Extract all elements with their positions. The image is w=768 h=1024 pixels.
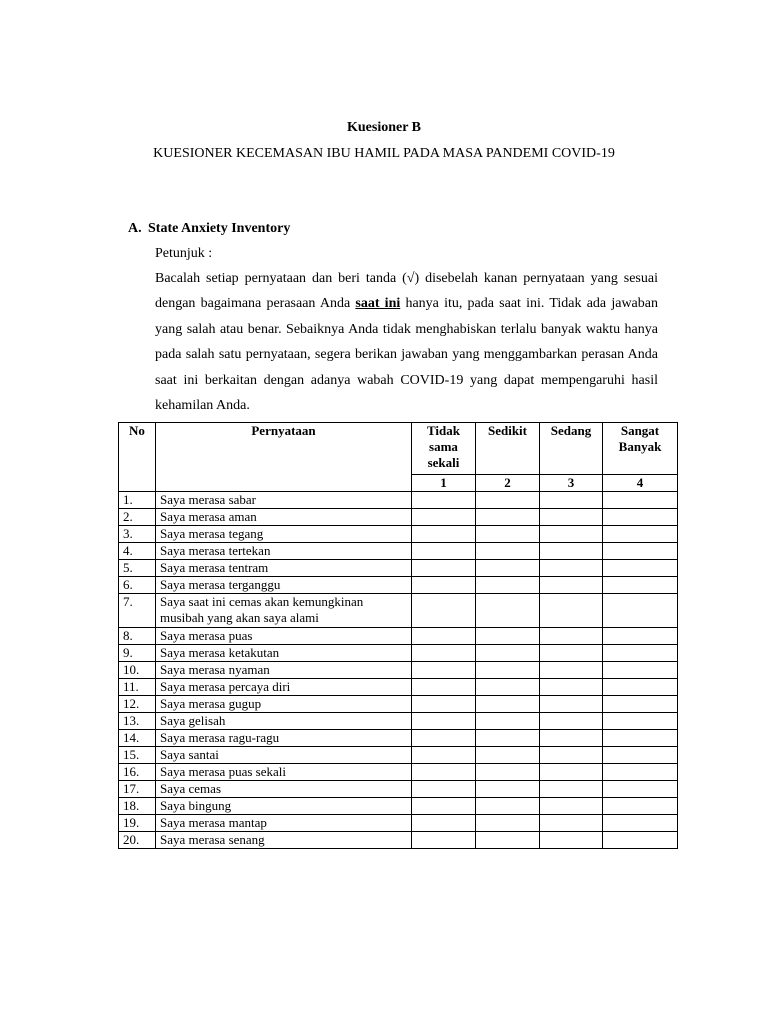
answer-cell-2[interactable] bbox=[476, 645, 540, 662]
section-title: State Anxiety Inventory bbox=[148, 221, 291, 236]
answer-cell-1[interactable] bbox=[412, 628, 476, 645]
answer-cell-2[interactable] bbox=[476, 781, 540, 798]
row-statement: Saya merasa sabar bbox=[156, 492, 412, 509]
answer-cell-4[interactable] bbox=[603, 492, 678, 509]
row-statement: Saya merasa nyaman bbox=[156, 662, 412, 679]
table-row bbox=[119, 798, 678, 815]
row-statement: Saya merasa aman bbox=[156, 509, 412, 526]
instructions-label: Petunjuk : bbox=[155, 246, 213, 261]
answer-cell-3[interactable] bbox=[540, 815, 603, 832]
answer-cell-3[interactable] bbox=[540, 509, 603, 526]
answer-cell-1[interactable] bbox=[412, 730, 476, 747]
table-row bbox=[119, 781, 678, 798]
answer-cell-3[interactable] bbox=[540, 747, 603, 764]
table-row bbox=[119, 560, 678, 577]
answer-cell-3[interactable] bbox=[540, 526, 603, 543]
answer-cell-2[interactable] bbox=[476, 696, 540, 713]
answer-cell-2[interactable] bbox=[476, 798, 540, 815]
row-statement: Saya saat ini cemas akan kemungkinan musibah yang akan saya alami bbox=[156, 594, 412, 628]
column-header-option-1: Tidak sama sekali bbox=[412, 423, 476, 475]
row-number: 19. bbox=[119, 815, 156, 832]
row-number: 3. bbox=[119, 526, 156, 543]
table-row bbox=[119, 696, 678, 713]
table-row bbox=[119, 662, 678, 679]
table-row bbox=[119, 543, 678, 560]
answer-cell-3[interactable] bbox=[540, 730, 603, 747]
row-statement: Saya merasa tertekan bbox=[156, 543, 412, 560]
column-header-option-2: Sedikit bbox=[476, 423, 540, 475]
score-header-1: 1 bbox=[412, 475, 476, 492]
answer-cell-3[interactable] bbox=[540, 577, 603, 594]
answer-cell-4[interactable] bbox=[603, 730, 678, 747]
row-statement: Saya cemas bbox=[156, 781, 412, 798]
row-statement: Saya merasa tentram bbox=[156, 560, 412, 577]
answer-cell-4[interactable] bbox=[603, 815, 678, 832]
answer-cell-4[interactable] bbox=[603, 713, 678, 730]
table-row bbox=[119, 815, 678, 832]
row-statement: Saya merasa tegang bbox=[156, 526, 412, 543]
answer-cell-2[interactable] bbox=[476, 560, 540, 577]
answer-cell-3[interactable] bbox=[540, 696, 603, 713]
answer-cell-2[interactable] bbox=[476, 526, 540, 543]
table-row bbox=[119, 509, 678, 526]
table-row bbox=[119, 730, 678, 747]
answer-cell-3[interactable] bbox=[540, 594, 603, 628]
answer-cell-1[interactable] bbox=[412, 492, 476, 509]
answer-cell-1[interactable] bbox=[412, 764, 476, 781]
row-number: 5. bbox=[119, 560, 156, 577]
row-statement: Saya santai bbox=[156, 747, 412, 764]
section-letter: A. bbox=[128, 221, 142, 236]
table-row bbox=[119, 764, 678, 781]
score-header-4: 4 bbox=[603, 475, 678, 492]
instructions-emphasis: saat ini bbox=[355, 296, 401, 312]
row-number: 1. bbox=[119, 492, 156, 509]
answer-cell-4[interactable] bbox=[603, 781, 678, 798]
answer-cell-4[interactable] bbox=[603, 509, 678, 526]
answer-cell-3[interactable] bbox=[540, 798, 603, 815]
column-header-option-4: Sangat Banyak bbox=[603, 423, 678, 475]
answer-cell-1[interactable] bbox=[412, 679, 476, 696]
instructions-text-end: hanya itu, pada saat ini. Tidak ada jawaban yang salah atau benar. Sebaiknya Anda tidak menghabiskan terlalu banyak waktu hanya pada salah satu pernyataan, segera berikan jawaban yang menggambarkan perasan Anda saat ini berkaitan dengan adanya wabah COVID-19 yang dapat mempengaruhi hasil kehamilan Anda. bbox=[155, 296, 658, 414]
document-title: Kuesioner B bbox=[346, 120, 422, 135]
answer-cell-4[interactable] bbox=[603, 764, 678, 781]
answer-cell-1[interactable] bbox=[412, 747, 476, 764]
answer-cell-3[interactable] bbox=[540, 628, 603, 645]
answer-cell-1[interactable] bbox=[412, 526, 476, 543]
answer-cell-4[interactable] bbox=[603, 628, 678, 645]
row-statement: Saya merasa mantap bbox=[156, 815, 412, 832]
answer-cell-1[interactable] bbox=[412, 815, 476, 832]
table-row bbox=[119, 747, 678, 764]
answer-cell-2[interactable] bbox=[476, 832, 540, 849]
answer-cell-3[interactable] bbox=[540, 645, 603, 662]
row-statement: Saya merasa puas sekali bbox=[156, 764, 412, 781]
row-statement: Saya gelisah bbox=[156, 713, 412, 730]
answer-cell-2[interactable] bbox=[476, 594, 540, 628]
row-number: 12. bbox=[119, 696, 156, 713]
document-subtitle: KUESIONER KECEMASAN IBU HAMIL PADA MASA PANDEMI COVID-19 bbox=[153, 146, 615, 161]
row-number: 13. bbox=[119, 713, 156, 730]
instructions-text-start: Bacalah setiap pernyataan dan beri tanda (√) disebelah kanan pernyataan yang sesuai dengan bagaimana perasaan Anda bbox=[155, 271, 658, 312]
answer-cell-2[interactable] bbox=[476, 747, 540, 764]
answer-cell-1[interactable] bbox=[412, 662, 476, 679]
answer-cell-4[interactable] bbox=[603, 560, 678, 577]
answer-cell-2[interactable] bbox=[476, 713, 540, 730]
row-statement: Saya merasa gugup bbox=[156, 696, 412, 713]
answer-cell-4[interactable] bbox=[603, 679, 678, 696]
row-number: 15. bbox=[119, 747, 156, 764]
answer-cell-3[interactable] bbox=[540, 832, 603, 849]
table-row bbox=[119, 577, 678, 594]
answer-cell-1[interactable] bbox=[412, 594, 476, 628]
answer-cell-4[interactable] bbox=[603, 696, 678, 713]
row-number: 9. bbox=[119, 645, 156, 662]
row-statement: Saya merasa percaya diri bbox=[156, 679, 412, 696]
answer-cell-2[interactable] bbox=[476, 577, 540, 594]
row-statement: Saya merasa terganggu bbox=[156, 577, 412, 594]
column-header-no: No bbox=[119, 423, 156, 492]
answer-cell-2[interactable] bbox=[476, 628, 540, 645]
answer-cell-4[interactable] bbox=[603, 662, 678, 679]
answer-cell-1[interactable] bbox=[412, 798, 476, 815]
table-row bbox=[119, 492, 678, 509]
answer-cell-4[interactable] bbox=[603, 594, 678, 628]
answer-cell-4[interactable] bbox=[603, 832, 678, 849]
answer-cell-4[interactable] bbox=[603, 577, 678, 594]
table-row bbox=[119, 679, 678, 696]
answer-cell-1[interactable] bbox=[412, 645, 476, 662]
answer-cell-2[interactable] bbox=[476, 815, 540, 832]
table-row bbox=[119, 832, 678, 849]
table-row bbox=[119, 713, 678, 730]
answer-cell-3[interactable] bbox=[540, 662, 603, 679]
row-statement: Saya merasa ragu-ragu bbox=[156, 730, 412, 747]
answer-cell-4[interactable] bbox=[603, 543, 678, 560]
answer-cell-2[interactable] bbox=[476, 662, 540, 679]
instructions-paragraph bbox=[155, 266, 658, 418]
answer-cell-3[interactable] bbox=[540, 679, 603, 696]
answer-cell-1[interactable] bbox=[412, 560, 476, 577]
answer-cell-1[interactable] bbox=[412, 781, 476, 798]
table-row bbox=[119, 645, 678, 662]
answer-cell-4[interactable] bbox=[603, 798, 678, 815]
row-statement: Saya bingung bbox=[156, 798, 412, 815]
answer-cell-2[interactable] bbox=[476, 730, 540, 747]
table-row bbox=[119, 526, 678, 543]
table-row bbox=[119, 594, 678, 628]
answer-cell-2[interactable] bbox=[476, 764, 540, 781]
score-header-3: 3 bbox=[540, 475, 603, 492]
answer-cell-1[interactable] bbox=[412, 509, 476, 526]
answer-cell-1[interactable] bbox=[412, 577, 476, 594]
answer-cell-2[interactable] bbox=[476, 492, 540, 509]
answer-cell-3[interactable] bbox=[540, 543, 603, 560]
row-number: 6. bbox=[119, 577, 156, 594]
answer-cell-1[interactable] bbox=[412, 696, 476, 713]
score-header-2: 2 bbox=[476, 475, 540, 492]
answer-cell-3[interactable] bbox=[540, 492, 603, 509]
row-number: 8. bbox=[119, 628, 156, 645]
answer-cell-1[interactable] bbox=[412, 713, 476, 730]
answer-cell-3[interactable] bbox=[540, 764, 603, 781]
row-number: 17. bbox=[119, 781, 156, 798]
answer-cell-3[interactable] bbox=[540, 713, 603, 730]
row-number: 7. bbox=[119, 594, 156, 628]
answer-cell-3[interactable] bbox=[540, 781, 603, 798]
answer-cell-3[interactable] bbox=[540, 560, 603, 577]
table-row bbox=[119, 628, 678, 645]
row-number: 4. bbox=[119, 543, 156, 560]
section-heading bbox=[128, 221, 290, 237]
row-number: 20. bbox=[119, 832, 156, 849]
answer-cell-4[interactable] bbox=[603, 747, 678, 764]
row-statement: Saya merasa ketakutan bbox=[156, 645, 412, 662]
answer-cell-1[interactable] bbox=[412, 832, 476, 849]
row-statement: Saya merasa puas bbox=[156, 628, 412, 645]
row-number: 10. bbox=[119, 662, 156, 679]
column-header-statement: Pernyataan bbox=[156, 423, 412, 492]
column-header-option-3: Sedang bbox=[540, 423, 603, 475]
answer-cell-4[interactable] bbox=[603, 526, 678, 543]
row-number: 18. bbox=[119, 798, 156, 815]
row-number: 14. bbox=[119, 730, 156, 747]
row-number: 11. bbox=[119, 679, 156, 696]
answer-cell-1[interactable] bbox=[412, 543, 476, 560]
row-statement: Saya merasa senang bbox=[156, 832, 412, 849]
answer-cell-2[interactable] bbox=[476, 679, 540, 696]
answer-cell-2[interactable] bbox=[476, 543, 540, 560]
row-number: 2. bbox=[119, 509, 156, 526]
answer-cell-4[interactable] bbox=[603, 645, 678, 662]
questionnaire-table bbox=[118, 422, 678, 849]
answer-cell-2[interactable] bbox=[476, 509, 540, 526]
row-number: 16. bbox=[119, 764, 156, 781]
